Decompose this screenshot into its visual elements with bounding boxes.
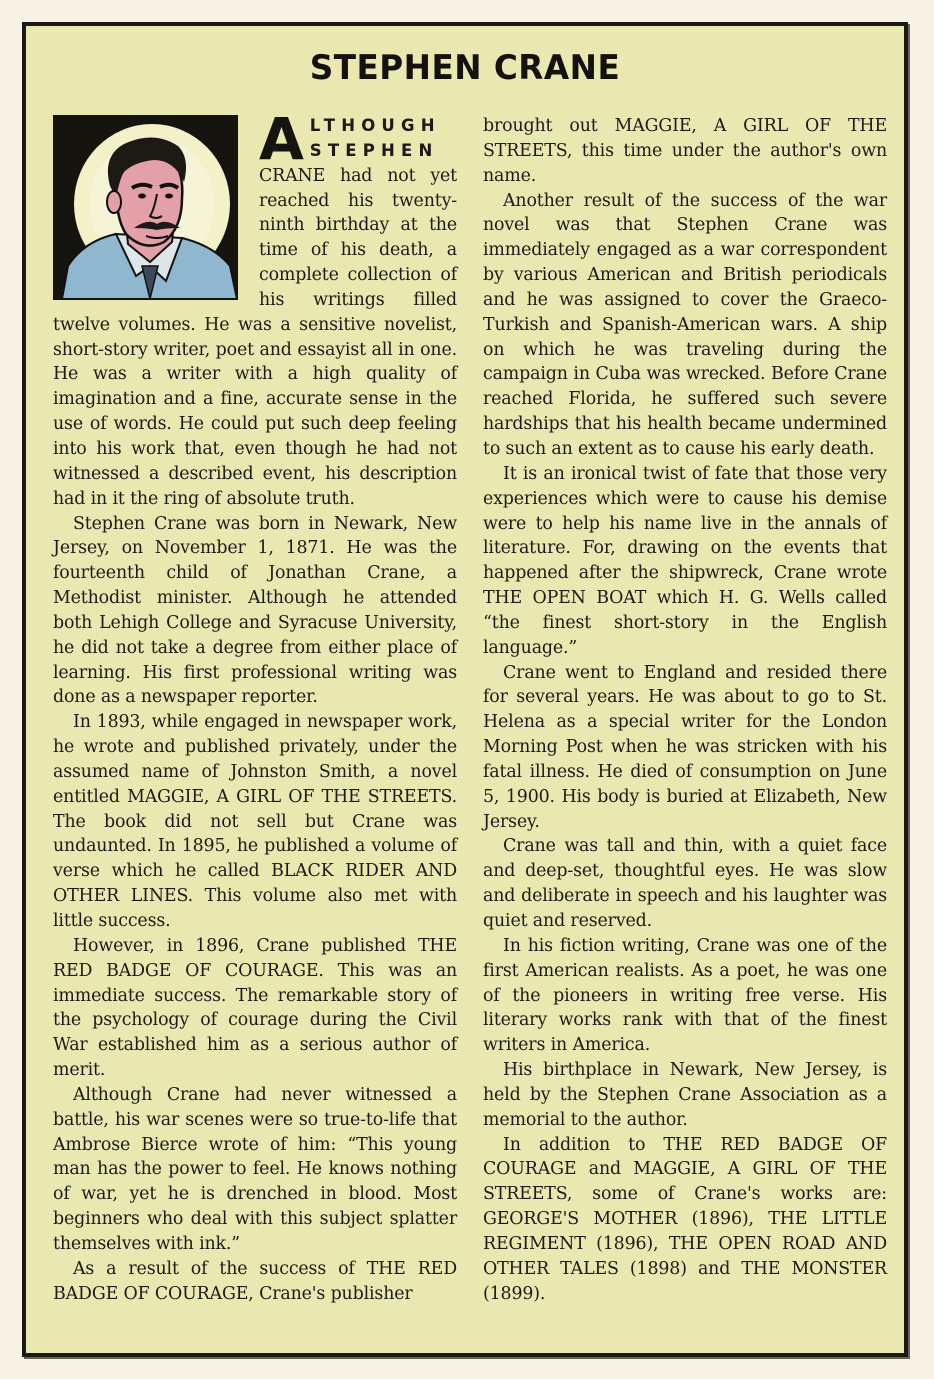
paragraph-appearance: Crane was tall and thin, with a quiet face and deep-set, thoughtful eyes. He was slow and deliberate in speech and his laughter was quiet and reserved.	[483, 836, 887, 931]
portrait-image	[53, 115, 238, 300]
drop-cap: A	[259, 105, 304, 173]
opening-paragraph	[53, 105, 457, 512]
left-column	[53, 105, 457, 1307]
opening-text: CRANE had not yet reached his twenty-ninth birthday at the time of his death, a complete collection of his writings filled twelve volumes. He was a sensitive novelist, short-story writer, poet and essayist all in one. He was a writer with a high quality of imagination and a fine, accurate sense in the use of words. He could put such deep feeling into his work that, even though he had not witnessed a described event, his description had in it the ring of absolute truth.	[53, 165, 457, 509]
paragraph-war-correspondent: Another result of the success of the war novel was that Stephen Crane was immediately engaged as a war correspondent by various American and British periodicals and he was assigned to cover the Graeco-Turkish and Spanish-American wars. A ship on which he was traveling during the campaign in Cuba was wrecked. Before Crane reached Florida, he suffered such severe hardships that his health became undermined to such an extent as to cause his early death.	[483, 190, 887, 459]
paragraph-bierce-quote: Although Crane had never witnessed a battle, his war scenes were so true-to-life that Ambrose Bierce wrote of him: “This young man has the power to feel. He knows nothing of war, yet he is drenched in blood. Most beginners who deal with this subject splatter themselves with ink.”	[53, 1084, 457, 1254]
paragraph-birthplace: His birthplace in Newark, New Jersey, is held by the Stephen Crane Association as a memorial to the author.	[483, 1060, 887, 1130]
opening-word-2: STEPHEN	[309, 140, 439, 160]
opening-word-1: LTHOUGH	[309, 116, 441, 135]
page-title: STEPHEN CRANE	[309, 48, 621, 88]
paragraph-maggie: In 1893, while engaged in newspaper work, he wrote and published privately, under the assumed name of Johnston Smith, a novel entitled MAGGIE, A GIRL OF THE STREETS. The book did not sell but Crane was undaunted. In 1895, he published a volume of verse which he called BLACK RIDER AND OTHER LINES. This volume also met with little success.	[53, 712, 457, 931]
paragraph-england: Crane went to England and resided there for several years. He was about to go to St. Helena as a special writer for the London Morning Post when he was stricken with his fatal illness. He died of consumption on June 5, 1900. His body is buried at Elizabeth, New Jersey.	[483, 662, 887, 832]
article-panel	[22, 22, 908, 1357]
paragraph-birth: Stephen Crane was born in Newark, New Jersey, on November 1, 1871. He was the fourteenth child of Jonathan Crane, a Methodist minister. Although he attended both Lehigh College and Syracuse University, he did not take a degree from either place of learning. His first professional writing was done as a newspaper reporter.	[53, 513, 457, 708]
paragraph-continuation: brought out MAGGIE, A GIRL OF THE STREETS, this time under the author's own name.	[483, 116, 887, 186]
portrait-illustration	[54, 116, 237, 299]
paragraph-realist: In his fiction writing, Crane was one of the first American realists. As a poet, he was one of the pioneers in writing free verse. His literary works rank with that of the finest writers in America.	[483, 935, 887, 1056]
paragraph-red-badge: However, in 1896, Crane published THE RED BADGE OF COURAGE. This was an immediate success. The remarkable story of the psychology of courage during the Civil War established him as a serious author of merit.	[53, 935, 457, 1081]
right-column	[483, 114, 887, 1307]
paragraph-open-boat: It is an ironical twist of fate that those very experiences which were to cause his demise were to help his name live in the annals of literature. For, drawing on the events that happened after the shipwreck, Crane wrote THE OPEN BOAT which H. G. Wells called “the finest short-story in the English language.”	[483, 463, 887, 658]
paragraph-works: In addition to THE RED BADGE OF COURAGE and MAGGIE, A GIRL OF THE STREETS, some of Crane's works are: GEORGE'S MOTHER (1896), THE LITTLE REGIMENT (1896), THE OPEN ROAD AND OTHER TALES (1898) and THE MONSTER (1899).	[483, 1134, 887, 1304]
paragraph-publisher: As a result of the success of THE RED BADGE OF COURAGE, Crane's publisher	[53, 1258, 457, 1304]
